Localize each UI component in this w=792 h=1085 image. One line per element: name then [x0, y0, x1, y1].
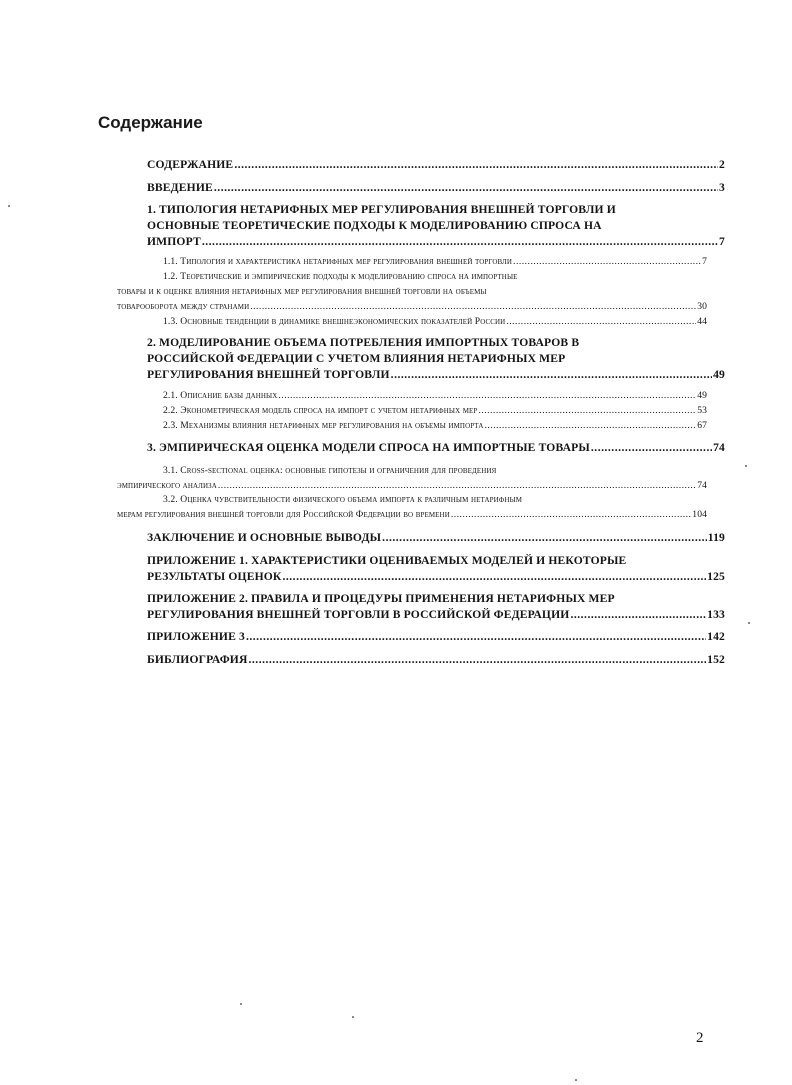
page-ref: 53: [697, 405, 707, 416]
leader-dots: [513, 254, 701, 270]
toc-entry-chapter-3[interactable]: 3. ЭМПИРИЧЕСКАЯ ОЦЕНКА МОДЕЛИ СПРОСА НА ИМПОРТНЫЕ ТОВАРЫ ..... 74: [147, 440, 725, 456]
toc-entry-appendix-3[interactable]: ПРИЛОЖЕНИЕ 3 ..... 142: [147, 629, 725, 645]
page-ref: 74: [697, 480, 707, 491]
toc-entry-intro[interactable]: ВВЕДЕНИЕ ..... 3: [147, 180, 725, 196]
table-of-contents: СОДЕРЖАНИЕ ..... 2 ВВЕДЕНИЕ ..... 3 1. ТИПОЛОГИЯ НЕТАРИФНЫХ МЕР РЕГУЛИРОВАНИЯ ВНЕШНЕЙ ТОРГОВЛИ И ОСНОВНЫЕ ТЕОРЕТИЧЕСКИЕ ПОДХОДЫ К МОДЕЛИРОВАНИЮ СПРОСА НА ИМПОРТ ..... 7 1.1. Типология и характеристика нетарифных мер регулирования внешней торговли ..... 7 1.2. Теоретические и эмпирические подходы к моделированию спроса на импортные товары и к оценке влияния нетарифных мер регулирования внешней торговли на объемы товарооборота между странами ..... 30 1.3. Основные тенденции в динамике внешнеэкономических показателей России ..... 44 2. МОДЕЛИРОВАНИЕ ОБЪЕМА ПОТРЕБЛЕНИЯ ИМПОРТНЫХ ТОВАРОВ В РОССИЙСКОЙ ФЕДЕРАЦИИ С УЧЕТОМ ВЛИЯНИЯ НЕТАРИФНЫХ МЕР РЕГУЛИРОВАНИЯ ВНЕШНЕЙ ТОРГОВЛИ ..... 49 2.1. Описание базы данных ..... 49 2.2. Эконометрическая модель спроса на импорт с учетом нетарифных мер ..... 53 2.3. Механизмы влияния нетарифных мер регулирования на объемы импорта ..... 67 3. ЭМПИРИЧЕСКАЯ ОЦЕНКА МОДЕЛИ СПРОСА НА ИМПОРТНЫЕ ТОВАРЫ ..... 74 3.1. Cross-sectional оценка: основные гипотезы и ограничения для проведения эмпирического анализа ..... 74 3.2. Оценка чувствительности физического объема импорта к различным нетарифным мерам регулирования внешней торговли для Российской Федерации во времени ..... 104 ЗАКЛЮЧЕНИЕ И ОСНОВНЫЕ ВЫВОДЫ ..... 119 ПРИЛОЖЕНИЕ 1. ХАРАКТЕРИСТИКИ ОЦЕНИВАЕМЫХ МОДЕЛЕЙ И НЕКОТОРЫЕ РЕЗУЛЬТАТЫ ОЦЕНОК ..... 125 ПРИЛОЖЕНИЕ 2. ПРАВИЛА И ПРОЦЕДУРЫ ПРИМЕНЕНИЯ НЕТАРИФНЫХ МЕР РЕГУЛИРОВАНИЯ ВНЕШНЕЙ ТОРГОВЛИ В РОССИЙСКОЙ ФЕДЕРАЦИИ ..... 133 ПРИЛОЖЕНИЕ 3 ..... 142 БИБЛИОГРАФИЯ ..... 152: [0, 0, 792, 1085]
toc-entry-bibliography[interactable]: БИБЛИОГРАФИЯ ..... 152: [147, 652, 725, 668]
page-ref: 3: [719, 181, 725, 194]
leader-dots: [506, 314, 696, 330]
leader-dots: [570, 607, 706, 623]
leader-dots: [234, 157, 718, 173]
page-ref: 119: [707, 531, 725, 544]
scan-speck: [575, 1079, 577, 1081]
toc-entry-1-1[interactable]: 1.1. Типология и характеристика нетарифных мер регулирования внешней торговли ..... 7: [163, 254, 707, 270]
page-ref: 7: [719, 235, 725, 248]
toc-entry-2-1[interactable]: 2.1. Описание базы данных ..... 49: [163, 388, 707, 404]
page-ref: 7: [702, 256, 707, 267]
scan-speck: [240, 1003, 242, 1005]
toc-entry-contents[interactable]: СОДЕРЖАНИЕ ..... 2: [147, 157, 725, 173]
page-ref: 133: [707, 608, 725, 621]
toc-entry-2-2[interactable]: 2.2. Эконометрическая модель спроса на импорт с учетом нетарифных мер ..... 53: [163, 403, 707, 419]
leader-dots: [278, 388, 696, 404]
leader-dots: [391, 367, 712, 383]
page-ref: 30: [697, 301, 707, 312]
leader-dots: [250, 299, 696, 315]
scan-speck: [745, 465, 747, 467]
leader-dots: [485, 418, 697, 434]
page-ref: 142: [707, 630, 725, 643]
scan-speck: [8, 205, 10, 207]
page-ref: 125: [707, 570, 725, 583]
page-ref: 44: [697, 316, 707, 327]
page-ref: 104: [692, 509, 707, 520]
leader-dots: [591, 440, 712, 456]
toc-entry-conclusion[interactable]: ЗАКЛЮЧЕНИЕ И ОСНОВНЫЕ ВЫВОДЫ ..... 119: [147, 530, 725, 546]
leader-dots: [282, 569, 706, 585]
leader-dots: [382, 530, 707, 546]
page-ref: 49: [697, 390, 707, 401]
leader-dots: [214, 180, 718, 196]
page-ref: 2: [719, 158, 725, 171]
leader-dots: [202, 234, 718, 250]
toc-entry-2-3[interactable]: 2.3. Механизмы влияния нетарифных мер регулирования на объемы импорта ..... 67: [163, 418, 707, 434]
leader-dots: [246, 629, 706, 645]
page-ref: 49: [713, 368, 725, 381]
leader-dots: [451, 507, 691, 523]
page-ref: 67: [697, 420, 707, 431]
page-ref: 74: [713, 441, 725, 454]
leader-dots: [249, 652, 707, 668]
page-number: 2: [696, 1030, 704, 1046]
page-title: Содержание: [98, 113, 203, 132]
scan-speck: [352, 1016, 354, 1018]
toc-entry-1-3[interactable]: 1.3. Основные тенденции в динамике внешнеэкономических показателей России ..... 44: [163, 314, 707, 330]
scan-speck: [748, 622, 750, 624]
leader-dots: [478, 403, 696, 419]
page-ref: 152: [707, 653, 725, 666]
